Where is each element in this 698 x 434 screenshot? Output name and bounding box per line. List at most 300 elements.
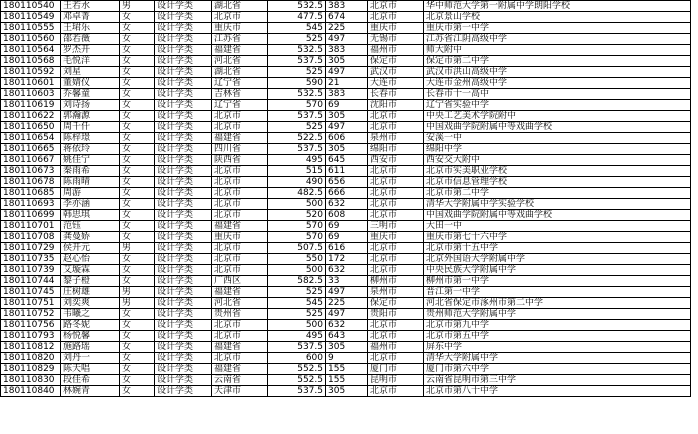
- name-cell: 龚曼娇: [61, 232, 120, 243]
- major-cell: 设计学类: [155, 177, 212, 188]
- score-cell: 500: [268, 320, 326, 331]
- city-cell: 北京市: [368, 1, 424, 12]
- city-cell: 北京市: [368, 166, 424, 177]
- table-row: [1, 188, 691, 199]
- student-id-cell: 180110756: [1, 320, 61, 331]
- province-cell: 广西区: [212, 276, 268, 287]
- school-cell: 北京景山学校: [424, 12, 691, 23]
- table-row: [1, 232, 691, 243]
- province-cell: 北京市: [212, 265, 268, 276]
- table-row: [1, 375, 691, 386]
- province-cell: 湖北省: [212, 1, 268, 12]
- major-cell: 设计学类: [155, 287, 212, 298]
- table-row: [1, 89, 691, 100]
- city-cell: 北京市: [368, 331, 424, 342]
- gender-cell: 女: [120, 122, 155, 133]
- school-cell: 中央工艺美术学院附中: [424, 111, 691, 122]
- school-cell: 师大附中: [424, 45, 691, 56]
- name-cell: 董婧仪: [61, 78, 120, 89]
- student-id-cell: 180110650: [1, 122, 61, 133]
- score-cell: 552.5: [268, 375, 326, 386]
- name-cell: 周游: [61, 188, 120, 199]
- name-cell: 刘丹一: [61, 353, 120, 364]
- score-cell: 570: [268, 232, 326, 243]
- gender-cell: 女: [120, 353, 155, 364]
- score-cell: 537.5: [268, 144, 326, 155]
- student-id-cell: 180110603: [1, 89, 61, 100]
- table-row: [1, 133, 691, 144]
- table-row: [1, 265, 691, 276]
- rank-cell: 611: [326, 166, 368, 177]
- major-cell: 设计学类: [155, 111, 212, 122]
- score-cell: 550: [268, 254, 326, 265]
- school-cell: 江苏省江阴高级中学: [424, 34, 691, 45]
- name-cell: 姚佳宁: [61, 155, 120, 166]
- school-cell: 武汉市洪山高级中学: [424, 67, 691, 78]
- score-cell: 525: [268, 287, 326, 298]
- table-row: [1, 320, 691, 331]
- city-cell: 重庆市: [368, 232, 424, 243]
- table-row: [1, 45, 691, 56]
- city-cell: 北京市: [368, 188, 424, 199]
- gender-cell: 女: [120, 67, 155, 78]
- major-cell: 设计学类: [155, 133, 212, 144]
- major-cell: 设计学类: [155, 254, 212, 265]
- province-cell: 辽宁省: [212, 78, 268, 89]
- school-cell: 云南省昆明市第三中学: [424, 375, 691, 386]
- name-cell: 路冬妮: [61, 320, 120, 331]
- rank-cell: 497: [326, 34, 368, 45]
- gender-cell: 女: [120, 375, 155, 386]
- name-cell: 林婉青: [61, 386, 120, 397]
- name-cell: 乔馨童: [61, 89, 120, 100]
- name-cell: 陈梓璟: [61, 133, 120, 144]
- table-row: [1, 177, 691, 188]
- name-cell: 侯开元: [61, 243, 120, 254]
- score-cell: 570: [268, 100, 326, 111]
- rank-cell: 21: [326, 78, 368, 89]
- province-cell: 四川省: [212, 144, 268, 155]
- school-cell: 清华大学附属中学: [424, 353, 691, 364]
- province-cell: 江苏省: [212, 34, 268, 45]
- province-cell: 辽宁省: [212, 100, 268, 111]
- major-cell: 设计学类: [155, 67, 212, 78]
- gender-cell: 女: [120, 155, 155, 166]
- rank-cell: 497: [326, 67, 368, 78]
- school-cell: 重庆市第七十六中学: [424, 232, 691, 243]
- city-cell: 武汉市: [368, 67, 424, 78]
- rank-cell: 9: [326, 353, 368, 364]
- gender-cell: 女: [120, 100, 155, 111]
- student-id-cell: 180110701: [1, 221, 61, 232]
- province-cell: 北京市: [212, 166, 268, 177]
- school-cell: 大连市金州高级中学: [424, 78, 691, 89]
- name-cell: 罗杰开: [61, 45, 120, 56]
- gender-cell: 女: [120, 232, 155, 243]
- table-row: [1, 309, 691, 320]
- table-row: [1, 144, 691, 155]
- rank-cell: 497: [326, 309, 368, 320]
- rank-cell: 632: [326, 320, 368, 331]
- student-id-cell: 180110560: [1, 34, 61, 45]
- major-cell: 设计学类: [155, 56, 212, 67]
- student-id-cell: 180110622: [1, 111, 61, 122]
- rank-cell: 666: [326, 188, 368, 199]
- province-cell: 湖北省: [212, 67, 268, 78]
- province-cell: 北京市: [212, 111, 268, 122]
- province-cell: 福建省: [212, 342, 268, 353]
- school-cell: 北京市信息管理学校: [424, 177, 691, 188]
- city-cell: 福州市: [368, 342, 424, 353]
- major-cell: 设计学类: [155, 210, 212, 221]
- name-cell: 陈天唱: [61, 364, 120, 375]
- province-cell: 云南省: [212, 375, 268, 386]
- major-cell: 设计学类: [155, 265, 212, 276]
- school-cell: 河北省保定市涿州市第二中学: [424, 298, 691, 309]
- student-id-cell: 180110693: [1, 199, 61, 210]
- city-cell: 泉州市: [368, 133, 424, 144]
- student-id-cell: 180110654: [1, 133, 61, 144]
- student-id-cell: 180110667: [1, 155, 61, 166]
- table-row: [1, 111, 691, 122]
- rank-cell: 305: [326, 144, 368, 155]
- school-cell: 北京市第五中学: [424, 331, 691, 342]
- major-cell: 设计学类: [155, 78, 212, 89]
- table-row: [1, 23, 691, 34]
- score-cell: 537.5: [268, 56, 326, 67]
- gender-cell: 男: [120, 1, 155, 12]
- gender-cell: 女: [120, 23, 155, 34]
- city-cell: 大连市: [368, 78, 424, 89]
- name-cell: 王若水: [61, 1, 120, 12]
- name-cell: 周千仟: [61, 122, 120, 133]
- major-cell: 设计学类: [155, 375, 212, 386]
- city-cell: 福州市: [368, 45, 424, 56]
- province-cell: 北京市: [212, 331, 268, 342]
- city-cell: 昆明市: [368, 375, 424, 386]
- student-id-cell: 180110751: [1, 298, 61, 309]
- major-cell: 设计学类: [155, 188, 212, 199]
- city-cell: 长春市: [368, 89, 424, 100]
- student-id-cell: 180110673: [1, 166, 61, 177]
- school-cell: 中央民族大学附属中学: [424, 265, 691, 276]
- student-id-cell: 180110739: [1, 265, 61, 276]
- major-cell: 设计学类: [155, 243, 212, 254]
- major-cell: 设计学类: [155, 89, 212, 100]
- gender-cell: 女: [120, 331, 155, 342]
- major-cell: 设计学类: [155, 331, 212, 342]
- name-cell: 韩思琪: [61, 210, 120, 221]
- province-cell: 北京市: [212, 243, 268, 254]
- school-cell: 清华大学附属中学实验学校: [424, 199, 691, 210]
- school-cell: 长春市十一高中: [424, 89, 691, 100]
- major-cell: 设计学类: [155, 122, 212, 133]
- rank-cell: 497: [326, 287, 368, 298]
- table-row: [1, 254, 691, 265]
- province-cell: 河北省: [212, 298, 268, 309]
- name-cell: 刘星: [61, 67, 120, 78]
- major-cell: 设计学类: [155, 144, 212, 155]
- table-row: [1, 331, 691, 342]
- rank-cell: 225: [326, 298, 368, 309]
- score-cell: 552.5: [268, 364, 326, 375]
- table-row: [1, 386, 691, 397]
- student-id-cell: 180110829: [1, 364, 61, 375]
- province-cell: 重庆市: [212, 232, 268, 243]
- table-row: [1, 56, 691, 67]
- city-cell: 绵阳市: [368, 144, 424, 155]
- student-id-cell: 180110619: [1, 100, 61, 111]
- student-id-cell: 180110820: [1, 353, 61, 364]
- city-cell: 北京市: [368, 386, 424, 397]
- major-cell: 设计学类: [155, 342, 212, 353]
- rank-cell: 608: [326, 210, 368, 221]
- city-cell: 沈阳市: [368, 100, 424, 111]
- gender-cell: 女: [120, 188, 155, 199]
- school-cell: 北京市第九中学: [424, 320, 691, 331]
- school-cell: 北京市实美职业学校: [424, 166, 691, 177]
- major-cell: 设计学类: [155, 45, 212, 56]
- school-cell: 晋江第一中学: [424, 287, 691, 298]
- rank-cell: 33: [326, 276, 368, 287]
- school-cell: 北京市第二中学: [424, 188, 691, 199]
- province-cell: 北京市: [212, 254, 268, 265]
- name-cell: 李亦涵: [61, 199, 120, 210]
- name-cell: 庄树雄: [61, 287, 120, 298]
- school-cell: 绵阳中学: [424, 144, 691, 155]
- major-cell: 设计学类: [155, 12, 212, 23]
- rank-cell: 645: [326, 155, 368, 166]
- school-cell: 华中师范大学第一附属中学朗阳学校: [424, 1, 691, 12]
- score-cell: 532.5: [268, 89, 326, 100]
- name-cell: 范钰: [61, 221, 120, 232]
- rank-cell: 656: [326, 177, 368, 188]
- table-row: [1, 199, 691, 210]
- province-cell: 福建省: [212, 364, 268, 375]
- province-cell: 福建省: [212, 221, 268, 232]
- student-id-cell: 180110685: [1, 188, 61, 199]
- major-cell: 设计学类: [155, 23, 212, 34]
- rank-cell: 632: [326, 265, 368, 276]
- major-cell: 设计学类: [155, 276, 212, 287]
- province-cell: 北京市: [212, 199, 268, 210]
- city-cell: 保定市: [368, 56, 424, 67]
- gender-cell: 女: [120, 144, 155, 155]
- rank-cell: 305: [326, 111, 368, 122]
- city-cell: 北京市: [368, 243, 424, 254]
- table-row: [1, 342, 691, 353]
- province-cell: 北京市: [212, 12, 268, 23]
- score-cell: 570: [268, 221, 326, 232]
- table-row: [1, 155, 691, 166]
- gender-cell: 女: [120, 254, 155, 265]
- school-cell: 安溪一中: [424, 133, 691, 144]
- gender-cell: 女: [120, 34, 155, 45]
- score-cell: 525: [268, 67, 326, 78]
- school-cell: 贵州师范大学附属中学: [424, 309, 691, 320]
- gender-cell: 女: [120, 320, 155, 331]
- major-cell: 设计学类: [155, 34, 212, 45]
- student-id-cell: 180110555: [1, 23, 61, 34]
- city-cell: 泉州市: [368, 287, 424, 298]
- rank-cell: 643: [326, 331, 368, 342]
- rank-cell: 69: [326, 100, 368, 111]
- table-row: [1, 34, 691, 45]
- province-cell: 河北省: [212, 56, 268, 67]
- city-cell: 厦门市: [368, 364, 424, 375]
- rank-cell: 383: [326, 1, 368, 12]
- table-row: [1, 1, 691, 12]
- rank-cell: 172: [326, 254, 368, 265]
- table-row: [1, 210, 691, 221]
- school-cell: 北京市第十五中学: [424, 243, 691, 254]
- city-cell: 北京市: [368, 210, 424, 221]
- student-id-cell: 180110840: [1, 386, 61, 397]
- city-cell: 北京市: [368, 122, 424, 133]
- score-cell: 507.5: [268, 243, 326, 254]
- score-cell: 537.5: [268, 111, 326, 122]
- student-id-cell: 180110744: [1, 276, 61, 287]
- score-cell: 525: [268, 34, 326, 45]
- rank-cell: 497: [326, 122, 368, 133]
- gender-cell: 男: [120, 287, 155, 298]
- gender-cell: 女: [120, 133, 155, 144]
- gender-cell: 女: [120, 111, 155, 122]
- city-cell: 北京市: [368, 177, 424, 188]
- province-cell: 福建省: [212, 133, 268, 144]
- name-cell: 蒋依玲: [61, 144, 120, 155]
- score-cell: 545: [268, 298, 326, 309]
- city-cell: 北京市: [368, 265, 424, 276]
- student-id-cell: 180110793: [1, 331, 61, 342]
- gender-cell: 女: [120, 265, 155, 276]
- score-cell: 532.5: [268, 45, 326, 56]
- score-cell: 495: [268, 155, 326, 166]
- table-row: [1, 100, 691, 111]
- name-cell: 刘奕爽: [61, 298, 120, 309]
- table-row: [1, 276, 691, 287]
- student-id-cell: 180110752: [1, 309, 61, 320]
- name-cell: 陈雨晴: [61, 177, 120, 188]
- student-id-cell: 180110665: [1, 144, 61, 155]
- rank-cell: 606: [326, 133, 368, 144]
- gender-cell: 女: [120, 221, 155, 232]
- school-cell: 辽宁省实验中学: [424, 100, 691, 111]
- rank-cell: 383: [326, 89, 368, 100]
- province-cell: 北京市: [212, 353, 268, 364]
- gender-cell: 女: [120, 386, 155, 397]
- rank-cell: 305: [326, 342, 368, 353]
- major-cell: 设计学类: [155, 221, 212, 232]
- gender-cell: 女: [120, 342, 155, 353]
- school-cell: 屏东中学: [424, 342, 691, 353]
- province-cell: 天津市: [212, 386, 268, 397]
- city-cell: 北京市: [368, 199, 424, 210]
- student-id-cell: 180110549: [1, 12, 61, 23]
- student-id-cell: 180110729: [1, 243, 61, 254]
- city-cell: 北京市: [368, 353, 424, 364]
- score-cell: 532.5: [268, 1, 326, 12]
- name-cell: 赵心怡: [61, 254, 120, 265]
- score-cell: 537.5: [268, 342, 326, 353]
- table-row: [1, 221, 691, 232]
- student-id-cell: 180110708: [1, 232, 61, 243]
- province-cell: 福建省: [212, 45, 268, 56]
- province-cell: 吉林省: [212, 89, 268, 100]
- rank-cell: 69: [326, 221, 368, 232]
- gender-cell: 男: [120, 298, 155, 309]
- school-cell: 厦门市第六中学: [424, 364, 691, 375]
- score-cell: 482.5: [268, 188, 326, 199]
- province-cell: 贵州省: [212, 309, 268, 320]
- gender-cell: 男: [120, 243, 155, 254]
- student-id-cell: 180110568: [1, 56, 61, 67]
- student-id-cell: 180110540: [1, 1, 61, 12]
- student-id-cell: 180110601: [1, 78, 61, 89]
- city-cell: 北京市: [368, 254, 424, 265]
- rank-cell: 155: [326, 364, 368, 375]
- score-cell: 500: [268, 199, 326, 210]
- rank-cell: 69: [326, 232, 368, 243]
- major-cell: 设计学类: [155, 309, 212, 320]
- school-cell: 大田一中: [424, 221, 691, 232]
- name-cell: 王珺乐: [61, 23, 120, 34]
- gender-cell: 女: [120, 166, 155, 177]
- gender-cell: 女: [120, 364, 155, 375]
- student-id-cell: 180110592: [1, 67, 61, 78]
- name-cell: 邵若薇: [61, 34, 120, 45]
- city-cell: 保定市: [368, 298, 424, 309]
- score-cell: 515: [268, 166, 326, 177]
- name-cell: 杨悦馨: [61, 331, 120, 342]
- score-cell: 525: [268, 122, 326, 133]
- province-cell: 北京市: [212, 320, 268, 331]
- score-cell: 525: [268, 309, 326, 320]
- name-cell: 秦雨希: [61, 166, 120, 177]
- table-row: [1, 122, 691, 133]
- student-id-cell: 180110745: [1, 287, 61, 298]
- province-cell: 北京市: [212, 177, 268, 188]
- gender-cell: 女: [120, 276, 155, 287]
- table-row: [1, 353, 691, 364]
- school-cell: 西安交大附中: [424, 155, 691, 166]
- name-cell: 郭瀚源: [61, 111, 120, 122]
- name-cell: 段佳希: [61, 375, 120, 386]
- gender-cell: 女: [120, 78, 155, 89]
- gender-cell: 女: [120, 210, 155, 221]
- rank-cell: 383: [326, 45, 368, 56]
- table-row: [1, 67, 691, 78]
- province-cell: 北京市: [212, 122, 268, 133]
- province-cell: 北京市: [212, 188, 268, 199]
- major-cell: 设计学类: [155, 364, 212, 375]
- province-cell: 北京市: [212, 210, 268, 221]
- table-row: [1, 243, 691, 254]
- table-row: [1, 287, 691, 298]
- province-cell: 陕西省: [212, 155, 268, 166]
- score-cell: 522.5: [268, 133, 326, 144]
- score-cell: 537.5: [268, 386, 326, 397]
- school-cell: 保定市第二中学: [424, 56, 691, 67]
- city-cell: 柳州市: [368, 276, 424, 287]
- gender-cell: 女: [120, 309, 155, 320]
- gender-cell: 女: [120, 45, 155, 56]
- rank-cell: 674: [326, 12, 368, 23]
- city-cell: 北京市: [368, 111, 424, 122]
- school-cell: 中国戏曲学院附属中等戏曲学校: [424, 122, 691, 133]
- major-cell: 设计学类: [155, 100, 212, 111]
- score-cell: 590: [268, 78, 326, 89]
